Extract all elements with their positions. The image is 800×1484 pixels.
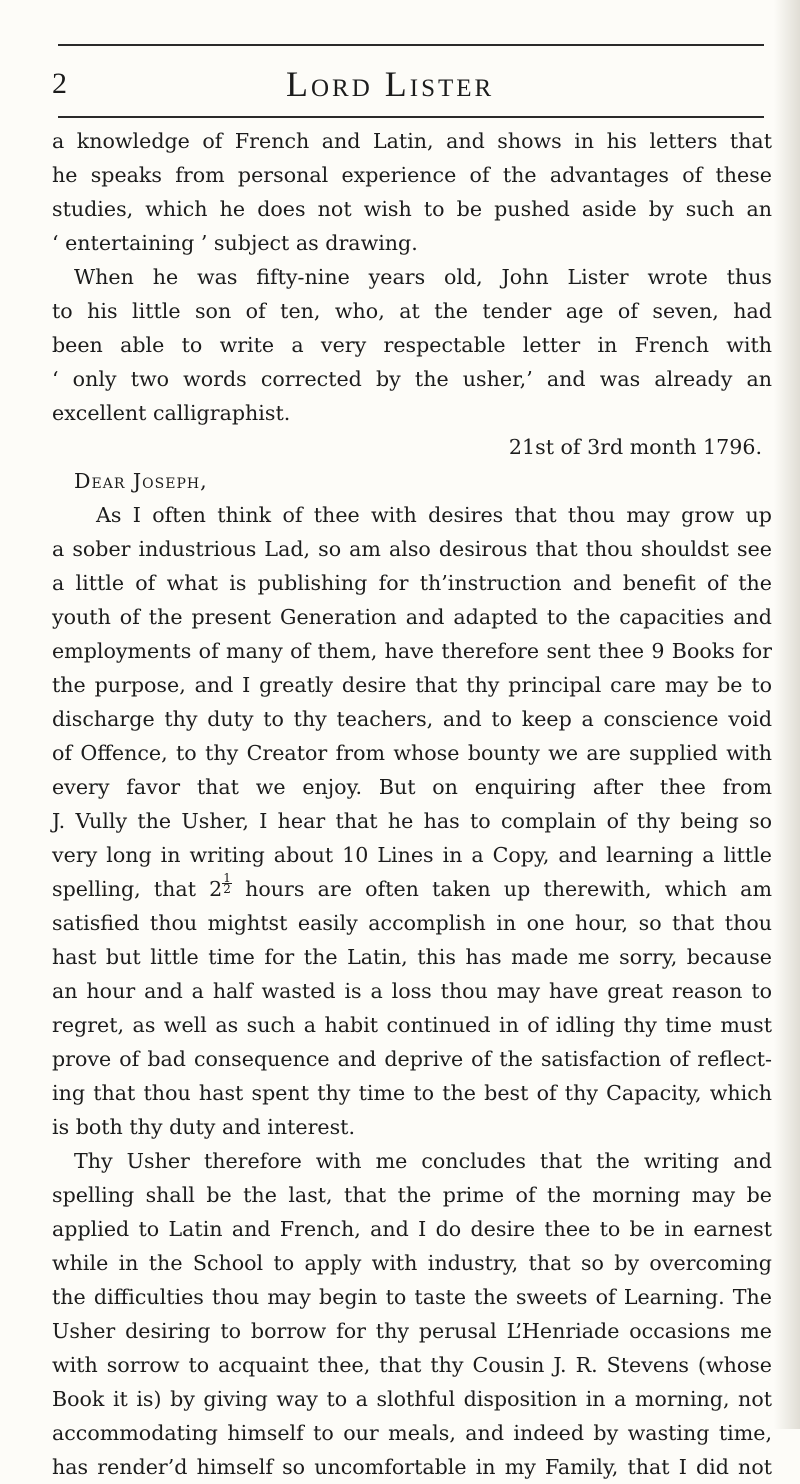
text-line: youth of the present Generation and adapted to the capacities and	[52, 605, 772, 629]
text-line: has render’d himself so uncomfortable in my Family, that I did not	[52, 1455, 772, 1479]
text-line: ing that thou hast spent thy time to the best of thy Capacity, which	[52, 1081, 772, 1105]
body-text	[52, 124, 772, 1484]
text-line: of Offence, to thy Creator from whose bounty we are supplied with	[52, 741, 772, 765]
letter-date: 21st of 3rd month 1796.	[508, 435, 762, 459]
text-line: Book it is) by giving way to a slothful disposition in a morning, not	[52, 1387, 772, 1411]
text-line: a knowledge of French and Latin, and shows in his letters that	[52, 129, 772, 153]
text-line: the purpose, and I greatly desire that thy principal care may be to	[52, 673, 772, 697]
text-line: spelling shall be the last, that the prime of the morning may be	[52, 1183, 772, 1207]
text-line: is both thy duty and interest.	[52, 1115, 355, 1139]
text-line: ‘ only two words corrected by the usher,’ and was already an	[52, 367, 772, 391]
text-line: studies, which he does not wish to be pushed aside by such an	[52, 197, 772, 221]
text-line: Usher desiring to borrow for thy perusal L’Henriade occasions me	[52, 1319, 772, 1343]
text-line: the difficulties thou may begin to taste the sweets of Learning. The	[52, 1285, 772, 1309]
text-line: a sober industrious Lad, so am also desirous that thou shouldst see	[52, 537, 772, 561]
text-line: accommodating himself to our meals, and indeed by wasting time,	[52, 1421, 772, 1445]
text-line: prove of bad consequence and deprive of the satisfaction of reflect-	[52, 1047, 772, 1071]
text-line: When he was fifty-nine years old, John Lister wrote thus	[74, 265, 772, 289]
fraction-numerator: 1	[223, 871, 231, 885]
text-line: regret, as well as such a habit continued in of idling thy time must	[52, 1013, 772, 1037]
text-line: discharge thy duty to thy teachers, and to keep a conscience void	[52, 707, 772, 731]
text-line: J. Vully the Usher, I hear that he has to complain of thy being so	[52, 809, 772, 833]
letter-salutation: Dear Joseph,	[74, 469, 208, 493]
text-line: an hour and a half wasted is a loss thou may have great reason to	[52, 979, 772, 1003]
page-number: 2	[52, 67, 67, 100]
text-line: while in the School to apply with industry, that so by overcoming	[52, 1251, 772, 1275]
fraction-denominator: 2	[223, 882, 231, 896]
text-line: applied to Latin and French, and I do desire thee to be in earnest	[52, 1217, 772, 1241]
page-edge-shadow	[774, 0, 800, 1429]
text-line: satisfied thou mightst easily accomplish in one hour, so that thou	[52, 911, 772, 935]
running-head: Lord Lister	[286, 64, 495, 104]
text-line: every favor that we enjoy. But on enquiring after thee from	[52, 775, 772, 799]
text-line: a little of what is publishing for th’instruction and benefit of the	[52, 571, 772, 595]
text-line: ‘ entertaining ’ subject as drawing.	[52, 231, 418, 255]
text-line: employments of many of them, have therefore sent thee 9 Books for	[52, 639, 772, 663]
fraction	[222, 873, 232, 894]
text-line: with sorrow to acquaint thee, that thy Cousin J. R. Stevens (whose	[52, 1353, 772, 1377]
text-segment: spelling, that 2	[52, 877, 223, 901]
text-line: As I often think of thee with desires that thou may grow up	[96, 503, 772, 527]
text-line: excellent calligraphist.	[52, 401, 291, 425]
header-rule-top	[58, 44, 764, 46]
text-segment: hours are often taken up therewith, which am	[231, 877, 772, 901]
text-line-with-fraction	[52, 872, 772, 906]
header-rule-bottom	[58, 116, 764, 118]
text-line: very long in writing about 10 Lines in a Copy, and learning a little	[52, 843, 772, 867]
text-line: he speaks from personal experience of the advantages of these	[52, 163, 772, 187]
text-line: hast but little time for the Latin, this has made me sorry, because	[52, 945, 772, 969]
text-line: Thy Usher therefore with me concludes that the writing and	[74, 1149, 772, 1173]
text-line: been able to write a very respectable letter in French with	[52, 333, 772, 357]
text-line: to his little son of ten, who, at the tender age of seven, had	[52, 299, 772, 323]
